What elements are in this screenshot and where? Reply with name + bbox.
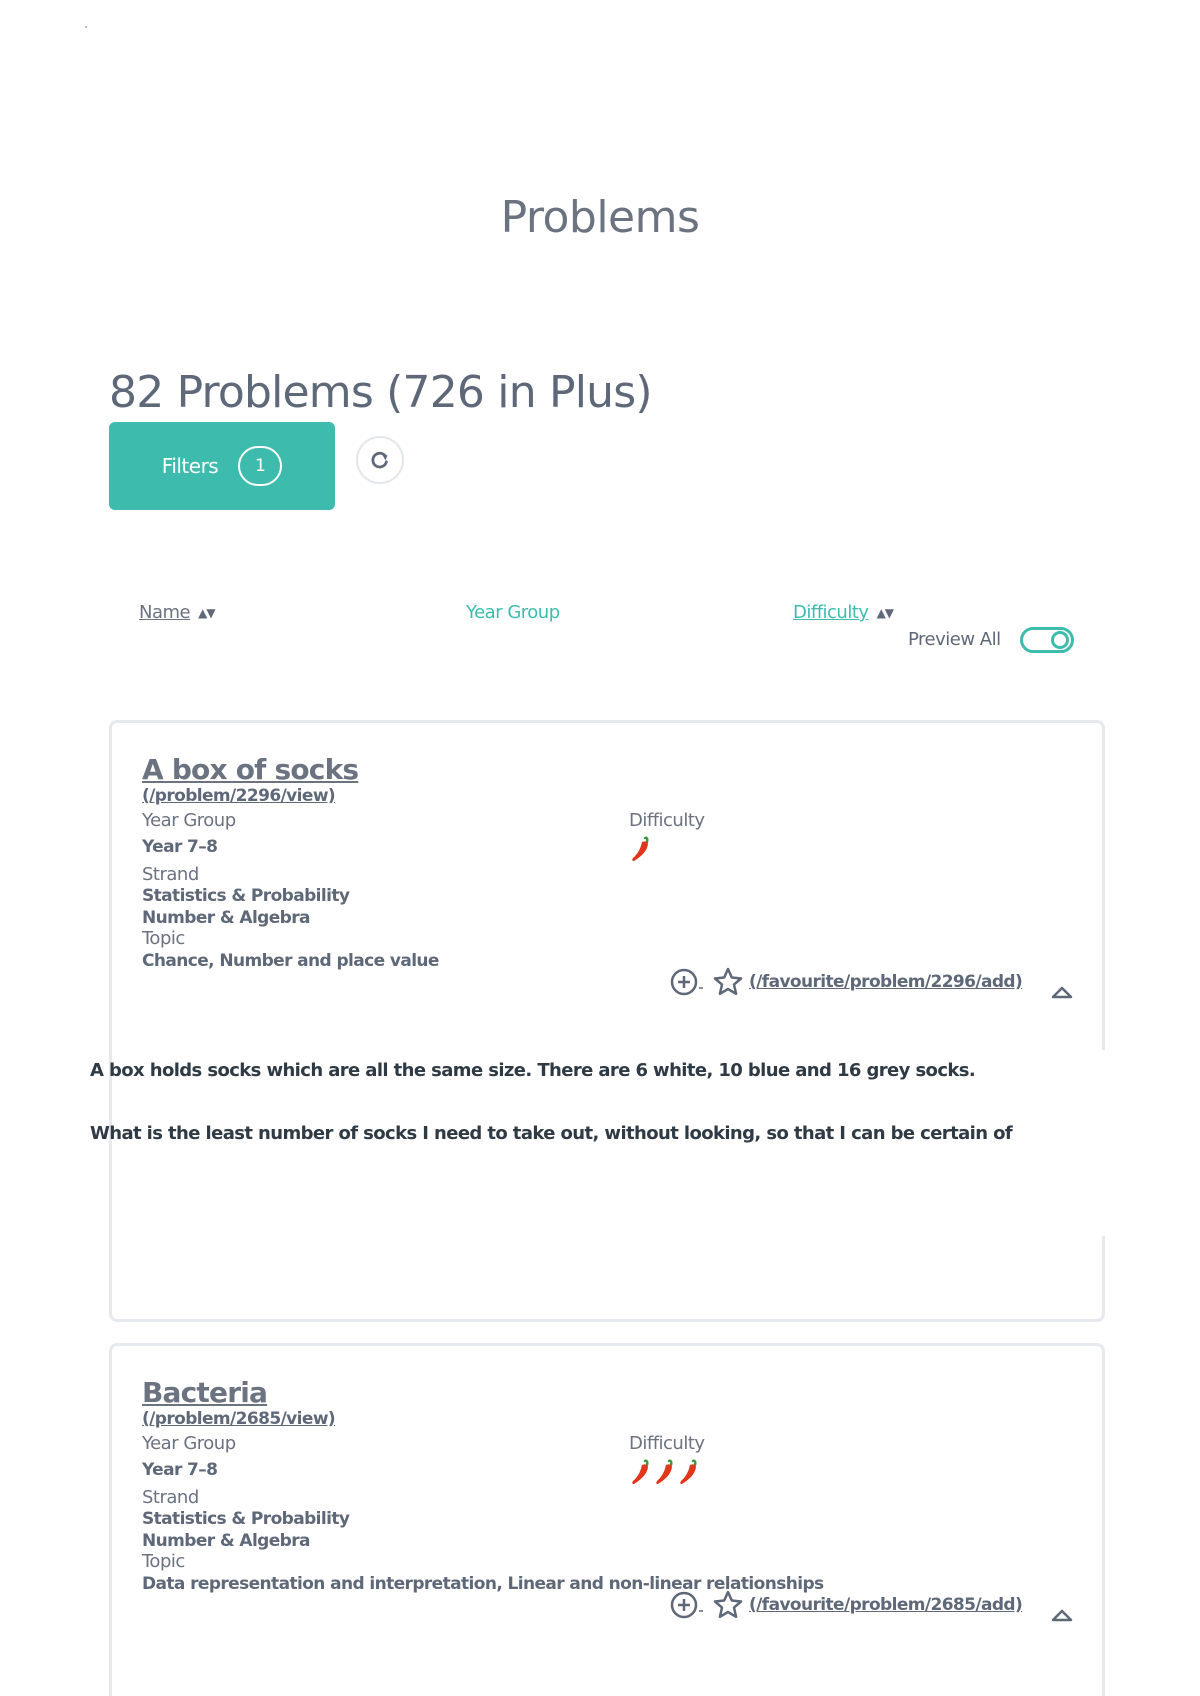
collapse-chevron-icon[interactable] — [1050, 983, 1074, 1001]
problem-title-link[interactable]: A box of socks — [142, 753, 359, 786]
topic-value: Data representation and interpretation, Linear and non-linear relationships — [142, 1574, 824, 1594]
year-group-value: Year 7–8 — [142, 1460, 218, 1480]
difficulty-label: Difficulty — [629, 810, 705, 831]
star-icon[interactable] — [711, 1590, 745, 1620]
sort-year-label: Year Group — [466, 602, 560, 623]
strand-value: Statistics & Probability — [142, 886, 350, 906]
problem-preview — [90, 1060, 1016, 1260]
year-group-label: Year Group — [142, 1433, 236, 1454]
sort-arrows-icon: ▲▼ — [876, 605, 894, 620]
chili-icon — [629, 1458, 653, 1486]
sort-difficulty-label: Difficulty — [793, 602, 869, 623]
add-to-collection-icon[interactable] — [669, 967, 705, 997]
year-group-label: Year Group — [142, 810, 236, 831]
problem-view-link[interactable]: (/problem/2296/view) — [142, 786, 336, 806]
results-count-heading: 82 Problems (726 in Plus) — [109, 367, 652, 418]
topic-label: Topic — [142, 928, 185, 949]
problem-card — [109, 1343, 1105, 1696]
add-to-collection-icon[interactable] — [669, 1590, 705, 1620]
preview-all-label: Preview All — [908, 629, 1001, 650]
preview-all-toggle[interactable] — [1020, 627, 1074, 653]
difficulty-label: Difficulty — [629, 1433, 705, 1454]
star-icon[interactable] — [711, 967, 745, 997]
collapse-chevron-icon[interactable] — [1050, 1606, 1074, 1624]
topic-label: Topic — [142, 1551, 185, 1572]
toggle-knob — [1051, 631, 1069, 649]
favourite-link[interactable]: (/favourite/problem/2296/add) — [749, 972, 1023, 992]
chili-icon — [653, 1458, 677, 1486]
problem-actions — [669, 967, 1022, 997]
problem-title-link[interactable]: Bacteria — [142, 1376, 268, 1409]
filters-count-badge: 1 — [238, 446, 282, 486]
filters-label: Filters — [161, 454, 219, 478]
difficulty-rating — [629, 835, 653, 863]
strand-label: Strand — [142, 864, 199, 885]
strand-value: Number & Algebra — [142, 1531, 310, 1551]
chili-icon — [677, 1458, 701, 1486]
favourite-link[interactable]: (/favourite/problem/2685/add) — [749, 1595, 1023, 1615]
problem-view-link[interactable]: (/problem/2685/view) — [142, 1409, 336, 1429]
strand-label: Strand — [142, 1487, 199, 1508]
sort-by-difficulty[interactable] — [793, 602, 893, 623]
filters-button[interactable] — [109, 422, 335, 510]
card-border-gap — [1102, 1050, 1116, 1236]
reset-filters-button[interactable] — [356, 436, 404, 484]
year-group-value: Year 7–8 — [142, 837, 218, 857]
page-title: Problems — [500, 192, 700, 243]
strand-value: Number & Algebra — [142, 908, 310, 928]
difficulty-rating — [629, 1458, 701, 1486]
problem-description-paragraph: A box holds socks which are all the same size. There are 6 white, 10 blue and 16 grey socks. — [90, 1060, 976, 1081]
refresh-icon — [369, 449, 391, 471]
chili-icon — [629, 835, 653, 863]
problem-actions — [669, 1590, 1022, 1620]
sort-name-label: Name — [139, 602, 191, 623]
strand-value: Statistics & Probability — [142, 1509, 350, 1529]
sort-by-name[interactable] — [139, 602, 215, 623]
topic-value: Chance, Number and place value — [142, 951, 439, 971]
sort-arrows-icon: ▲▼ — [198, 605, 215, 620]
sort-by-year-group[interactable] — [466, 602, 560, 623]
decorative-dot — [85, 26, 87, 28]
problem-description-paragraph: What is the least number of socks I need to take out, without looking, so that I can be certain of — [90, 1123, 1013, 1144]
